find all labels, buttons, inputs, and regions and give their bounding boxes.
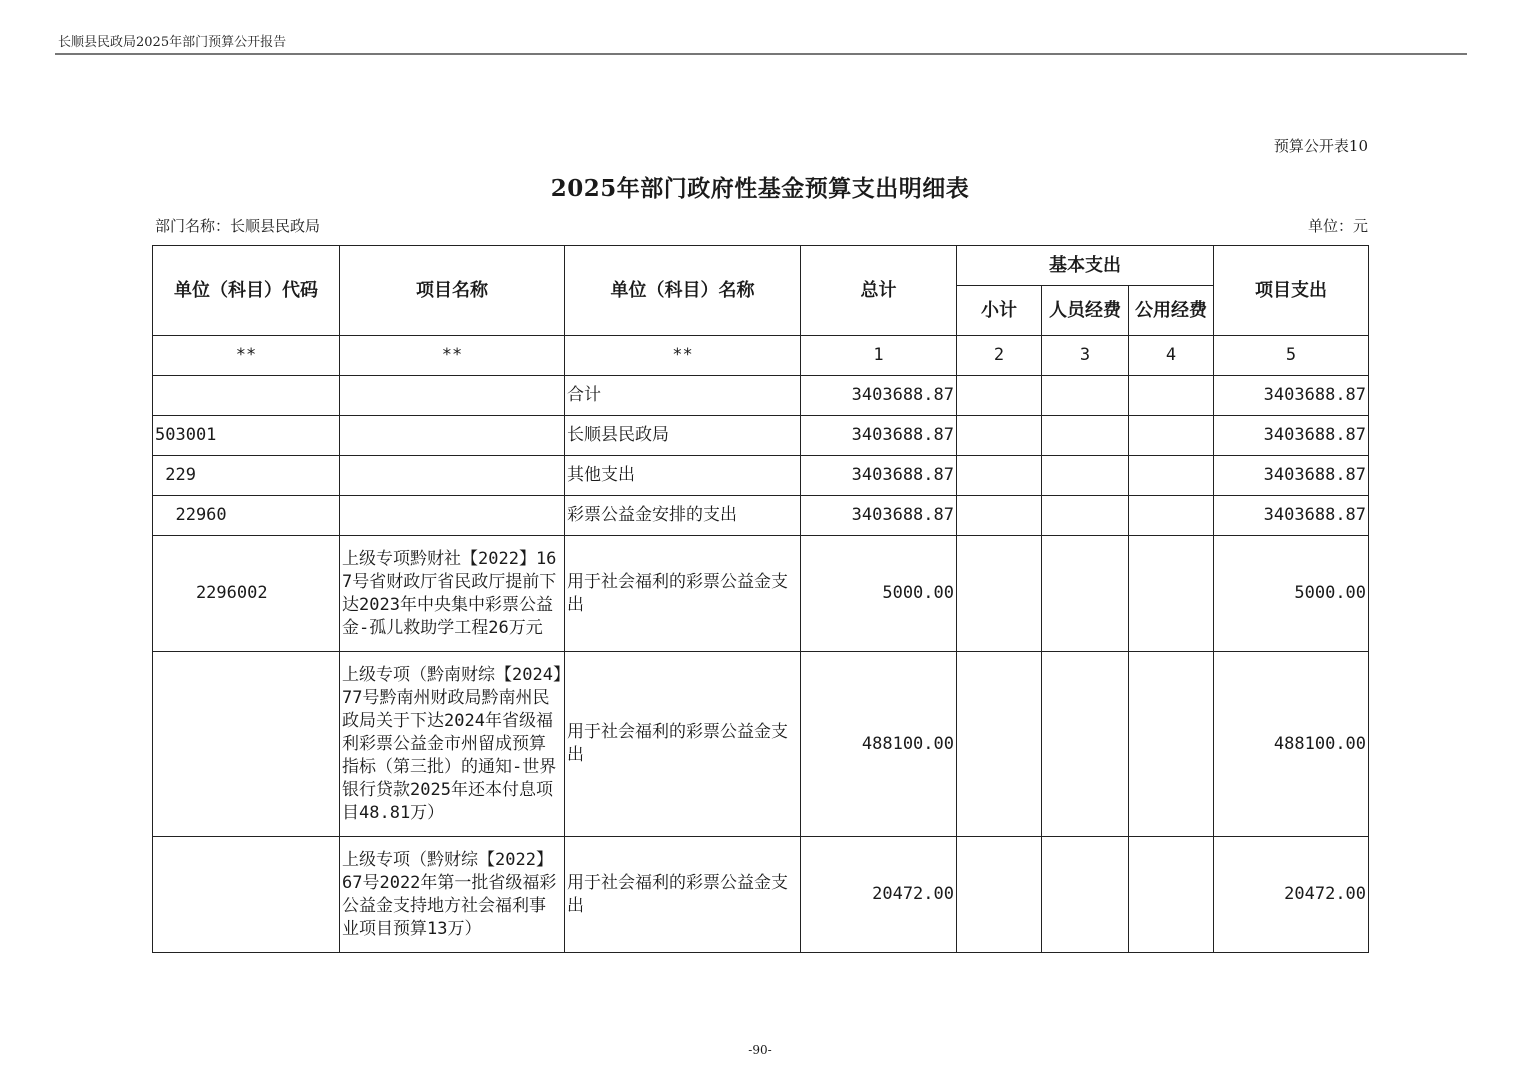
table-row [153,837,1369,953]
cell-personnel [1042,837,1129,953]
colnum-cell: ** [153,336,340,376]
running-header: 长顺县民政局2025年部门预算公开报告 [58,35,287,50]
cell-personnel [1042,416,1129,456]
cell-subtotal [957,652,1042,837]
cell-public [1129,536,1214,652]
header-project-name: 项目名称 [340,246,565,336]
cell-public [1129,652,1214,837]
cell-code: 22960 [153,496,340,536]
cell-subtotal [957,536,1042,652]
cell-public [1129,496,1214,536]
cell-public [1129,837,1214,953]
cell-project-exp: 3403688.87 [1214,416,1369,456]
cell-subtotal [957,456,1042,496]
cell-code [153,376,340,416]
cell-name: 用于社会福利的彩票公益金支出 [565,536,801,652]
colnum-cell: 1 [801,336,957,376]
table-row [153,376,1369,416]
budget-table [152,245,1369,953]
cell-code: 503001 [153,416,340,456]
cell-total: 3403688.87 [801,496,957,536]
cell-subtotal [957,496,1042,536]
colnum-cell: 5 [1214,336,1369,376]
colnum-cell: 3 [1042,336,1129,376]
cell-project: 上级专项（黔财综【2022】67号2022年第一批省级福彩公益金支持地方社会福利事业项目预算13万） [340,837,565,953]
currency-unit: 单位：元 [1307,217,1368,235]
cell-name: 合计 [565,376,801,416]
cell-public [1129,376,1214,416]
cell-project-exp: 5000.00 [1214,536,1369,652]
cell-total: 3403688.87 [801,456,957,496]
table-row [153,536,1369,652]
cell-personnel [1042,536,1129,652]
table-row [153,416,1369,456]
colnum-cell: 2 [957,336,1042,376]
cell-project [340,496,565,536]
table-row [153,456,1369,496]
cell-total: 20472.00 [801,837,957,953]
document-title: 2025年部门政府性基金预算支出明细表 [550,175,970,202]
header-personnel: 人员经费 [1042,286,1129,336]
cell-subtotal [957,416,1042,456]
table-row [153,652,1369,837]
cell-code [153,652,340,837]
cell-project [340,376,565,416]
cell-total: 5000.00 [801,536,957,652]
cell-name: 其他支出 [565,456,801,496]
page-number: -90- [748,1043,772,1057]
colnum-cell: ** [565,336,801,376]
cell-personnel [1042,376,1129,416]
colnum-cell: ** [340,336,565,376]
cell-project: 上级专项黔财社【2022】167号省财政厅省民政厅提前下达2023年中央集中彩票公益金-孤儿救助学工程26万元 [340,536,565,652]
header-project-expenditure: 项目支出 [1214,246,1369,336]
cell-name: 用于社会福利的彩票公益金支出 [565,652,801,837]
department-name: 部门名称：长顺县民政局 [155,217,321,235]
cell-subtotal [957,376,1042,416]
header-code: 单位（科目）代码 [153,246,340,336]
cell-project [340,416,565,456]
form-number: 预算公开表10 [1273,137,1368,155]
colnum-cell: 4 [1129,336,1214,376]
header-basic-expenditure: 基本支出 [957,246,1214,286]
cell-project-exp: 3403688.87 [1214,456,1369,496]
cell-project [340,456,565,496]
cell-personnel [1042,652,1129,837]
table-row [153,496,1369,536]
header-public: 公用经费 [1129,286,1214,336]
cell-project: 上级专项（黔南财综【2024】77号黔南州财政局黔南州民政局关于下达2024年省级福利彩票公益金市州留成预算指标（第三批）的通知-世界银行贷款2025年还本付息项目48.81万） [340,652,565,837]
cell-code: 2296002 [153,536,340,652]
header-rule [55,53,1467,55]
cell-public [1129,416,1214,456]
header-unit-name: 单位（科目）名称 [565,246,801,336]
cell-name: 用于社会福利的彩票公益金支出 [565,837,801,953]
cell-name: 彩票公益金安排的支出 [565,496,801,536]
cell-personnel [1042,456,1129,496]
header-subtotal: 小计 [957,286,1042,336]
column-number-row [153,336,1369,376]
cell-total: 3403688.87 [801,416,957,456]
cell-total: 3403688.87 [801,376,957,416]
cell-project-exp: 3403688.87 [1214,376,1369,416]
cell-total: 488100.00 [801,652,957,837]
cell-code [153,837,340,953]
cell-project-exp: 20472.00 [1214,837,1369,953]
header-total: 总计 [801,246,957,336]
cell-code: 229 [153,456,340,496]
cell-name: 长顺县民政局 [565,416,801,456]
cell-personnel [1042,496,1129,536]
cell-subtotal [957,837,1042,953]
cell-public [1129,456,1214,496]
cell-project-exp: 3403688.87 [1214,496,1369,536]
cell-project-exp: 488100.00 [1214,652,1369,837]
